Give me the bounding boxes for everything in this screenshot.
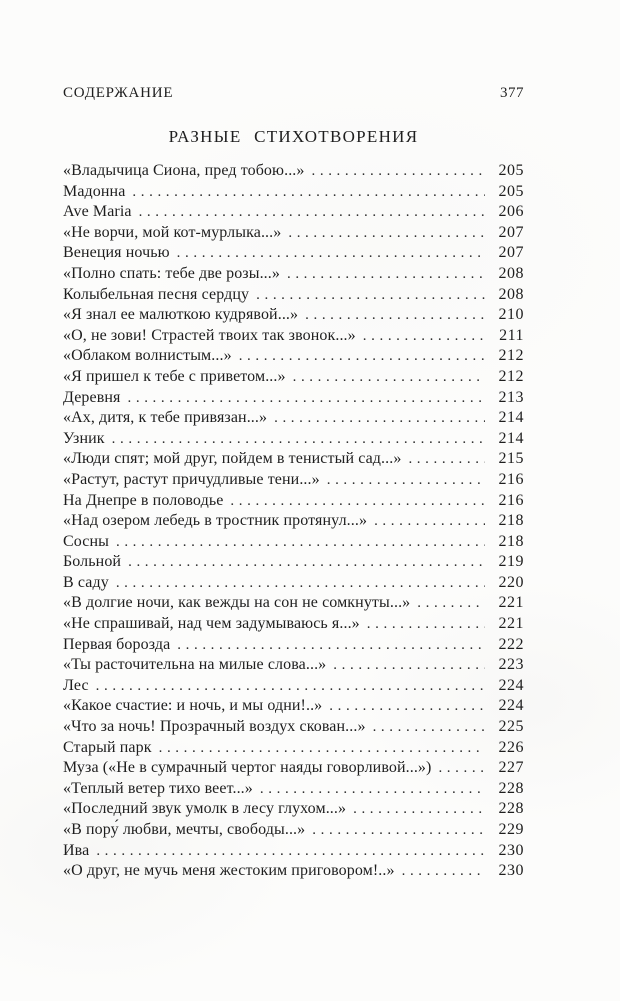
dot-leader (260, 779, 485, 800)
toc-entry-title: «Не ворчи, мой кот-мурлыка...» (63, 223, 282, 241)
toc-entry-title: Венеция ночью (63, 244, 170, 262)
dot-leader (417, 593, 485, 614)
toc-entry (63, 841, 524, 862)
toc-entry-title: «В долгие ночи, как вежды на сон не сомкнуты...» (63, 594, 411, 612)
dot-leader (367, 614, 485, 635)
toc-entry-page: 221 (498, 594, 524, 612)
toc-entry-page: 213 (498, 388, 524, 406)
toc-entry (63, 202, 524, 223)
toc-entry-page: 205 (498, 162, 524, 179)
toc-entry-page: 210 (498, 306, 524, 324)
toc-entry (63, 511, 524, 532)
toc-entry-page: 218 (498, 532, 524, 550)
toc-entry-title: «О друг, не мучь меня жестоким приговором!..» (63, 862, 395, 880)
toc-entry (63, 264, 524, 285)
dot-leader (128, 552, 485, 573)
toc-entry-title: Первая борозда (63, 635, 171, 653)
toc-entry (63, 635, 524, 656)
toc-entry-page: 212 (498, 367, 524, 385)
toc-entry-page: 228 (498, 779, 524, 797)
toc-entry (63, 182, 524, 203)
toc-entry-title: Мадонна (63, 182, 126, 200)
toc-entry (63, 676, 524, 697)
dot-leader (374, 511, 485, 532)
dot-leader (177, 635, 485, 656)
toc-entry-title: Лес (63, 676, 89, 694)
toc-entry-page: 222 (498, 635, 524, 653)
toc-entry-page: 216 (498, 470, 524, 488)
dot-leader (288, 223, 485, 244)
dot-leader (274, 408, 485, 429)
toc-entry (63, 429, 524, 450)
toc-entry-page: 215 (498, 450, 524, 468)
toc-entry-page: 225 (498, 718, 524, 736)
toc-entry-page: 211 (499, 326, 524, 344)
toc-entry-page: 212 (498, 347, 524, 365)
toc-entry-title: «Ты расточительна на милые слова...» (63, 656, 327, 674)
dot-leader (177, 243, 485, 264)
toc-entry-title: Ave Maria (63, 203, 132, 221)
toc-entry-page: 219 (498, 553, 524, 571)
toc-entry-title: На Днепре в половодье (63, 491, 224, 509)
dot-leader (373, 717, 485, 738)
toc-entry-title: Больной (63, 553, 122, 571)
dot-leader (116, 573, 485, 594)
toc-entry-title: «Растут, растут причудливые тени...» (63, 470, 320, 488)
dot-leader (116, 532, 485, 553)
toc-entry (63, 861, 524, 882)
toc-entry-page: 208 (498, 285, 524, 303)
toc-entry (63, 388, 524, 409)
toc-entry (63, 717, 524, 738)
toc-entry (63, 593, 524, 614)
toc-entry-page: 207 (498, 244, 524, 262)
toc-entry (63, 285, 524, 306)
toc-entry-page: 214 (498, 409, 524, 427)
dot-leader (159, 738, 485, 759)
toc-entry (63, 696, 524, 717)
toc-entry-title: «Какое счастие: и ночь, и мы одни!..» (63, 697, 323, 715)
section-title: РАЗНЫЕ СТИХОТВОРЕНИЯ (168, 127, 419, 146)
dot-leader (363, 326, 485, 347)
dot-leader (312, 820, 485, 841)
toc-entry (63, 779, 524, 800)
toc-entry (63, 820, 524, 841)
toc-entry (63, 223, 524, 244)
dot-leader (312, 161, 486, 182)
toc-entry-page: 220 (498, 573, 524, 591)
dot-leader (353, 799, 485, 820)
dot-leader (333, 655, 485, 676)
toc-entry-page: 205 (498, 182, 524, 200)
toc-entry (63, 799, 524, 820)
toc-entry-title: «Что за ночь! Прозрачный воздух скован...» (63, 718, 366, 736)
toc-entry-title: «Я пришел к тебе с приветом...» (63, 367, 286, 385)
toc-entry-title: Колыбельная песня сердцу (63, 285, 250, 303)
toc-entry-title: Старый парк (63, 738, 152, 756)
toc-entry-page: 228 (498, 800, 524, 818)
toc-entry-title: В саду (63, 573, 109, 591)
toc-entry-title: «Ах, дитя, к тебе привязан...» (63, 409, 268, 427)
toc-entry (63, 305, 524, 326)
toc-entry (63, 552, 524, 573)
dot-leader (230, 491, 485, 512)
toc-entry (63, 738, 524, 759)
toc-entry (63, 449, 524, 470)
toc-entry-page: 216 (498, 491, 524, 509)
toc-entry-page: 230 (498, 862, 524, 880)
toc-entry-page: 230 (498, 841, 524, 859)
toc-entry-page: 229 (498, 821, 524, 838)
dot-leader (96, 841, 485, 862)
toc-entry (63, 243, 524, 264)
running-head (63, 84, 524, 103)
toc-entry-page: 218 (498, 512, 524, 530)
toc-entry-title: Узник (63, 429, 105, 447)
toc-entry-page: 224 (498, 697, 524, 715)
toc-entry-page: 208 (498, 264, 524, 282)
dot-leader (128, 388, 486, 409)
toc-entry-title: «Люди спят; мой друг, пойдем в тенистый сад...» (63, 450, 402, 468)
dot-leader (112, 429, 485, 450)
dot-leader (256, 285, 485, 306)
toc-entry-title: Сосны (63, 532, 109, 550)
toc-entry-title: «Теплый ветер тихо веет...» (63, 779, 253, 797)
toc-entry (63, 532, 524, 553)
toc-entry-title: «О, не зови! Страстей твоих так звонок...» (63, 326, 356, 344)
toc-entry (63, 326, 524, 347)
dot-leader (402, 861, 485, 882)
toc-entry-page: 221 (498, 615, 524, 633)
toc-entry-page: 226 (498, 738, 524, 756)
toc-entry-title: Деревня (63, 388, 121, 406)
toc-entry (63, 408, 524, 429)
toc-entry-page: 207 (498, 223, 524, 241)
toc-entry-title: «Последний звук умолк в лесу глухом...» (63, 800, 347, 818)
dot-leader (96, 676, 485, 697)
toc-entry (63, 346, 524, 367)
toc-list (63, 161, 524, 882)
toc-entry-title: «Над озером лебедь в тростник протянул...» (63, 512, 368, 530)
toc-entry-title: «Я знал ее малюткою кудрявой...» (63, 306, 299, 324)
dot-leader (293, 367, 485, 388)
toc-entry-title: Ива (63, 841, 90, 859)
toc-entry-title: «Владычица Сиона, пред тобою...» (63, 162, 305, 179)
toc-entry (63, 758, 524, 779)
dot-leader (438, 758, 485, 779)
toc-entry-title: «Облаком волнистым...» (63, 347, 232, 365)
toc-entry-page: 214 (498, 429, 524, 447)
toc-entry-title: «В пору́ любви, мечты, свободы...» (63, 821, 306, 838)
toc-entry-page: 223 (498, 656, 524, 674)
running-title: СОДЕРЖАНИЕ (63, 85, 174, 101)
toc-entry (63, 655, 524, 676)
toc-entry (63, 470, 524, 491)
dot-leader (327, 470, 485, 491)
toc-entry-title: «Полно спать: тебе две розы...» (63, 264, 280, 282)
toc-entry (63, 573, 524, 594)
dot-leader (132, 182, 485, 203)
dot-leader (287, 264, 485, 285)
dot-leader (329, 696, 485, 717)
dot-leader (239, 346, 485, 367)
toc-entry-page: 227 (498, 759, 524, 777)
toc-entry (63, 614, 524, 635)
toc-entry (63, 161, 524, 182)
dot-leader (139, 202, 485, 223)
folio-page-number: 377 (500, 85, 524, 101)
toc-entry (63, 491, 524, 512)
toc-entry-title: «Не спрашивай, над чем задумываюсь я...» (63, 615, 360, 633)
dot-leader (305, 305, 485, 326)
toc-entry-title: Муза («Не в сумрачный чертог наяды говорливой...») (63, 759, 432, 777)
toc-entry-page: 206 (498, 203, 524, 221)
toc-entry (63, 367, 524, 388)
dot-leader (408, 449, 485, 470)
toc-entry-page: 224 (498, 676, 524, 694)
